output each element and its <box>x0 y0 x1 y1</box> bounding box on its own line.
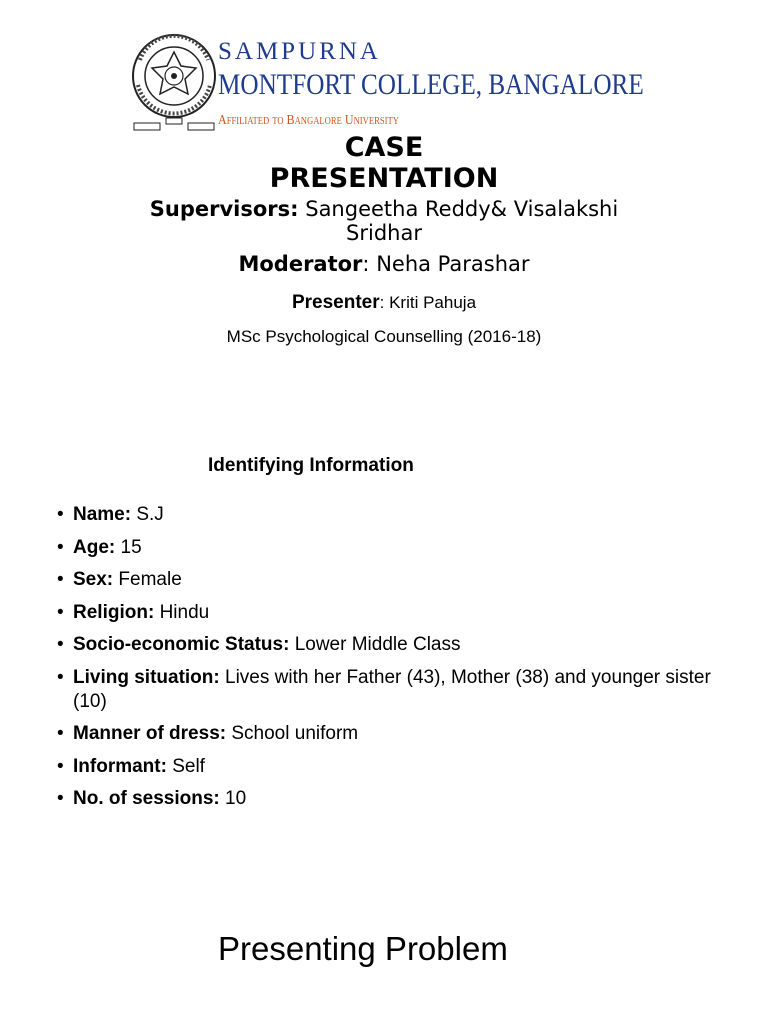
item-label: Name: <box>73 504 132 525</box>
list-item <box>57 601 717 625</box>
item-value: Lower Middle Class <box>294 634 461 655</box>
item-value: Self <box>172 755 205 777</box>
item-label: Informant: <box>73 755 167 777</box>
college-name-top: SAMPURNA <box>218 38 381 65</box>
college-logo <box>130 30 650 138</box>
identifying-info-heading: Identifying Information <box>208 455 414 476</box>
bullet: • <box>57 601 64 623</box>
bullet: • <box>57 788 64 809</box>
supervisors-value: Sangeetha Reddy& Visalakshi Sridhar <box>305 197 619 245</box>
program-line: MSc Psychological Counselling (2016-18) <box>226 327 542 346</box>
item-value: 10 <box>225 788 247 809</box>
list-item <box>57 755 717 779</box>
page-title <box>0 132 768 194</box>
presenter-value: : Kriti Pahuja <box>379 293 477 312</box>
item-value: Hindu <box>159 601 210 623</box>
item-label: No. of sessions: <box>73 788 220 809</box>
bullet: • <box>57 723 64 744</box>
item-label: Socio-economic Status: <box>73 634 290 655</box>
title-line-2: PRESENTATION <box>269 163 499 194</box>
item-label: Manner of dress: <box>73 723 227 744</box>
presenting-problem-heading: Presenting Problem <box>218 930 508 967</box>
item-value: Female <box>118 569 182 590</box>
bullet: • <box>57 634 64 655</box>
presenter-line <box>0 292 768 314</box>
item-value: School uniform <box>231 723 359 744</box>
bullet: • <box>57 536 64 558</box>
item-value: 15 <box>120 536 142 558</box>
moderator-line <box>0 251 768 277</box>
list-item <box>57 787 717 811</box>
item-label: Religion: <box>73 601 155 623</box>
item-value: S.J <box>136 504 164 525</box>
affiliation-text: Affiliated to Bangalore University <box>218 113 399 128</box>
moderator-label: Moderator <box>238 252 363 276</box>
supervisors-label: Supervisors: <box>149 197 299 221</box>
moderator-separator: : <box>362 252 370 276</box>
supervisors-line <box>0 197 768 245</box>
bullet: • <box>57 504 64 525</box>
list-item <box>57 503 717 527</box>
college-name: MONTFORT COLLEGE, BANGALORE <box>218 68 644 101</box>
list-item <box>57 536 717 560</box>
presenter-label: Presenter <box>291 292 380 313</box>
item-label: Sex: <box>73 569 114 590</box>
bullet: • <box>57 666 64 688</box>
list-item <box>57 722 717 746</box>
moderator-value: Neha Parashar <box>376 252 530 276</box>
list-item <box>57 568 717 592</box>
bullet: • <box>57 569 64 590</box>
item-label: Living situation: <box>73 666 220 688</box>
list-item <box>57 666 717 714</box>
identifying-info-list <box>57 503 717 820</box>
college-seal-icon <box>130 30 218 134</box>
item-label: Age: <box>73 536 116 558</box>
title-line-1: CASE <box>344 132 424 163</box>
list-item <box>57 633 717 657</box>
item-value: Lives with her Father (43), Mother (38) and younger sister (10) <box>73 666 711 712</box>
bullet: • <box>57 755 64 777</box>
